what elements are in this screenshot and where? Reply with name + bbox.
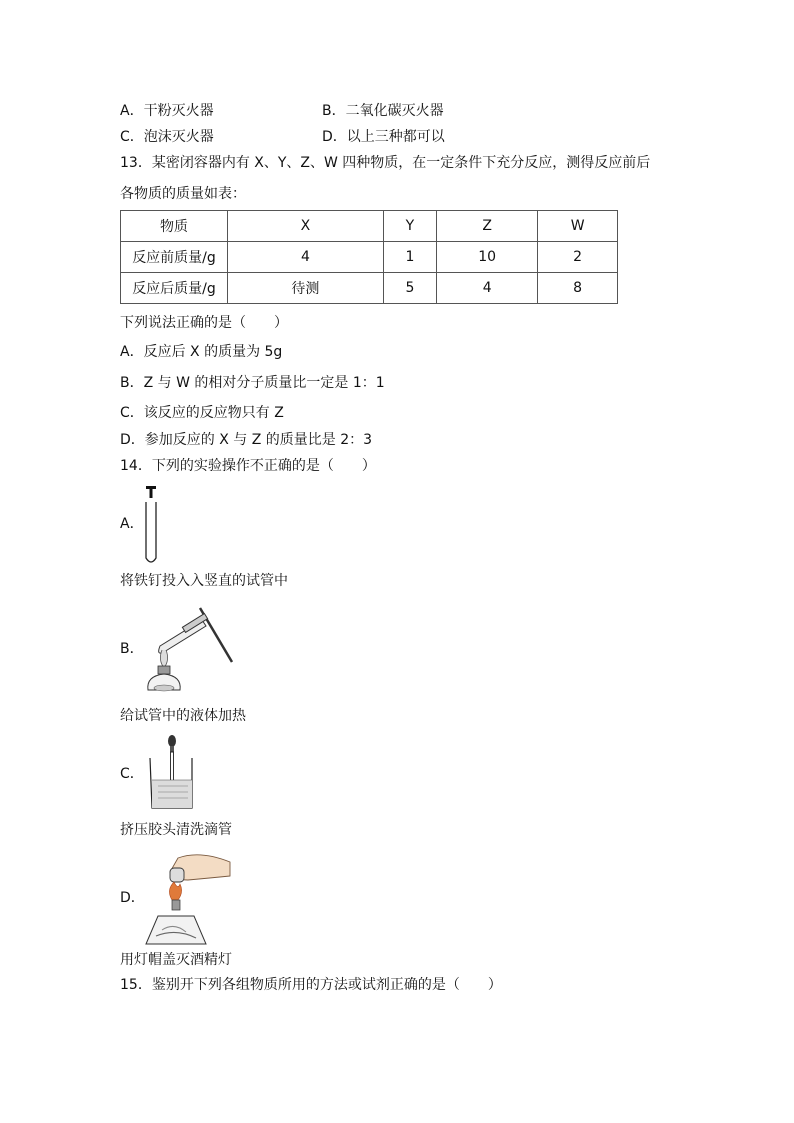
test-tube-nail-figure [138,484,168,568]
table-cell: 2 [538,242,618,273]
table-header-cell: X [228,211,384,242]
q12-option-a: A．干粉灭火器 [120,103,214,119]
table-row [121,242,618,273]
alcohol-lamp-cap-figure [140,850,236,948]
table-row [121,273,618,304]
table-cell: 4 [228,242,384,273]
table-cell: 反应前质量/g [121,242,228,273]
q14-option-c-caption: 挤压胶头清洗滴管 [120,822,232,838]
q15-stem: 15．鉴别开下列各组物质所用的方法或试剂正确的是（ ） [120,977,502,993]
q12-option-d: D．以上三种都可以 [322,129,445,145]
q13-option-c: C．该反应的反应物只有 Z [120,405,284,421]
q13-option-d: D．参加反应的 X 与 Z 的质量比是 2：3 [120,432,373,448]
q13-option-b: B．Z 与 W 的相对分子质量比一定是 1：1 [120,375,385,391]
mass-table [120,210,618,304]
q13-option-a: A．反应后 X 的质量为 5g [120,344,283,360]
q14-option-c-letter: C． [120,766,144,782]
q13-stem-line1: 13．某密闭容器内有 X、Y、Z、W 四种物质，在一定条件下充分反应，测得反应前后 [120,155,651,171]
q14-option-b-caption: 给试管中的液体加热 [120,708,246,724]
table-header-cell: 物质 [121,211,228,242]
table-cell: 待测 [228,273,384,304]
q14-option-b-letter: B． [120,641,144,657]
table-header-row [121,211,618,242]
q13-stem-line2: 各物质的质量如表： [120,186,246,202]
table-header-cell: Z [437,211,538,242]
q12-option-c: C．泡沫灭火器 [120,129,214,145]
table-cell: 反应后质量/g [121,273,228,304]
q14-option-a-caption: 将铁钉投入入竖直的试管中 [120,573,288,589]
q14-stem: 14．下列的实验操作不正确的是（ ） [120,458,376,474]
table-cell: 1 [383,242,436,273]
table-cell: 8 [538,273,618,304]
q14-option-a-letter: A． [120,516,144,532]
q14-option-d-letter: D． [120,890,145,906]
table-header-cell: W [538,211,618,242]
heating-test-tube-figure [140,598,236,698]
table-cell: 10 [437,242,538,273]
q12-option-b: B．二氧化碳灭火器 [322,103,444,119]
q14-option-d-caption: 用灯帽盖灭酒精灯 [120,952,232,968]
q13-question: 下列说法正确的是（ ） [120,315,288,331]
dropper-beaker-figure [148,734,194,810]
table-cell: 5 [383,273,436,304]
table-header-cell: Y [383,211,436,242]
table-cell: 4 [437,273,538,304]
